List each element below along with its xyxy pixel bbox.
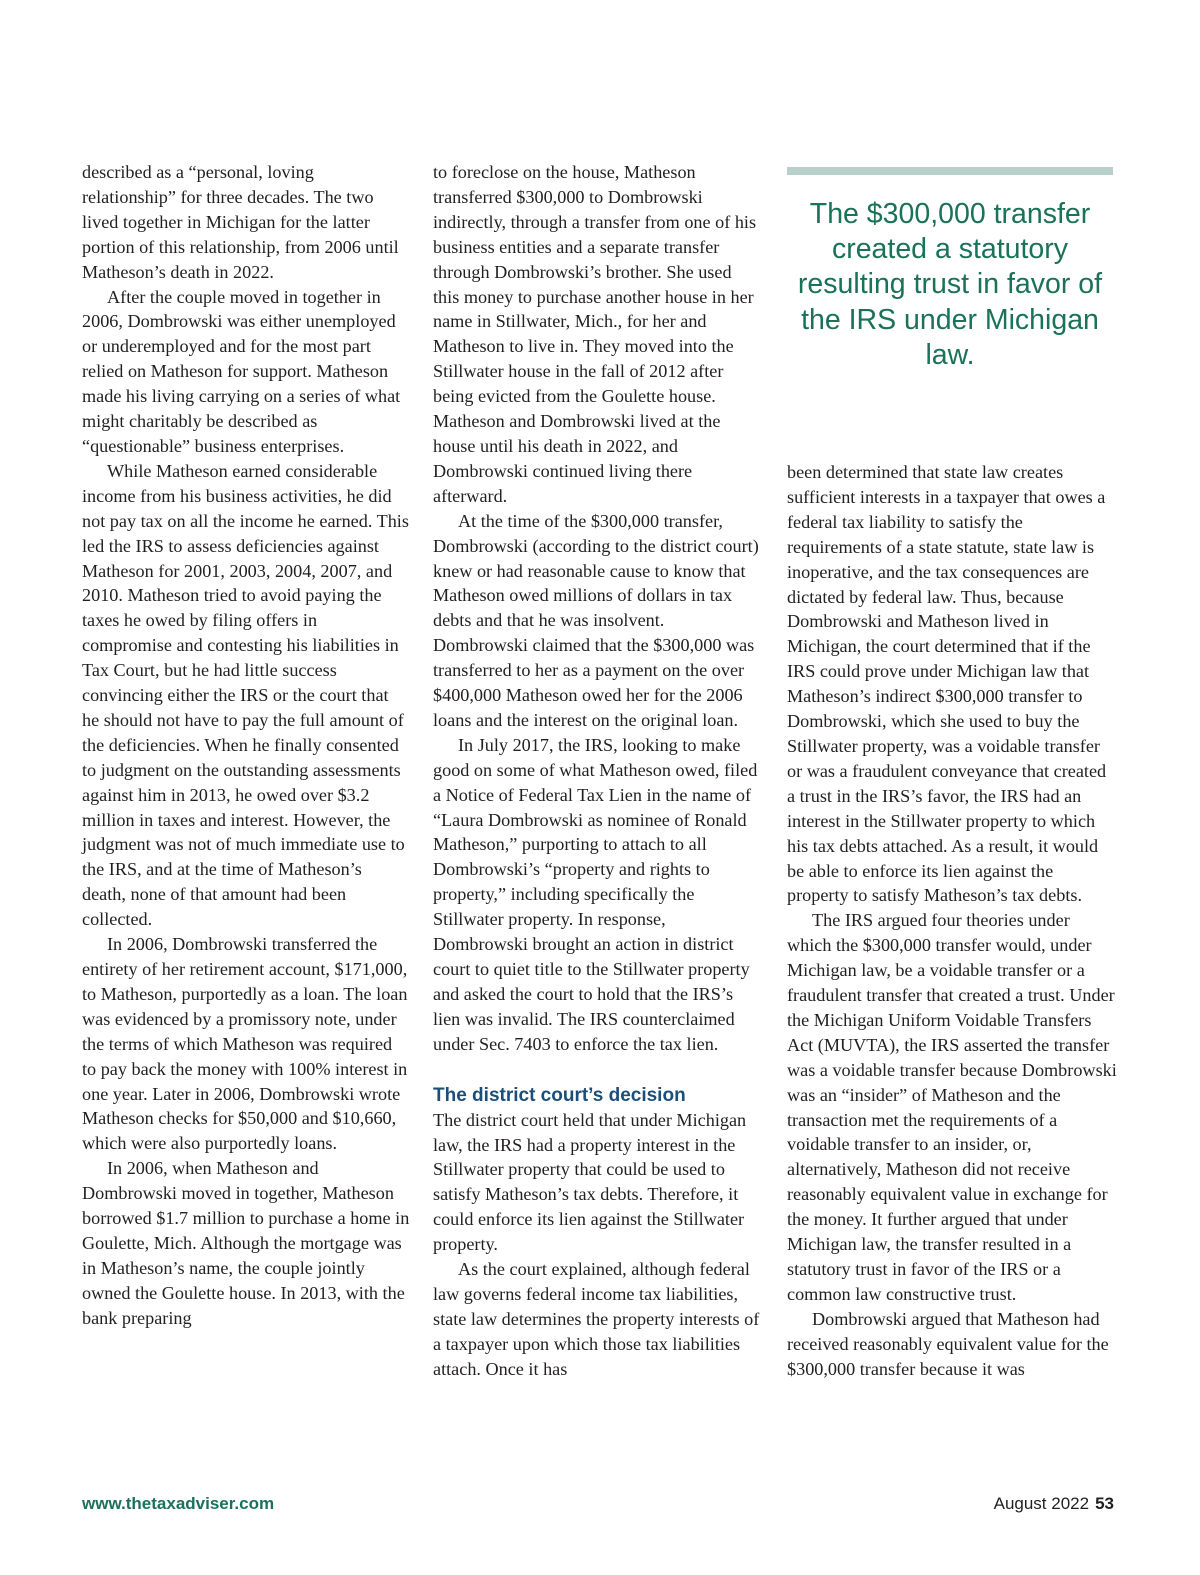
pull-quote: The $300,000 transfer created a statutory resulting trust in favor of the IRS under Michigan law. [797, 198, 1103, 371]
paragraph: In 2006, Dombrowski transferred the entirety of her retirement account, $171,000, to Matheson, purportedly as a loan. The loan was evidenced by a promissory note, under the terms of which Matheson was required to pay back the money with 100% interest in one year. Later in 2006, Dombrowski wrote Matheson checks for $50,000 and $10,660, which were also purportedly loans. [82, 934, 408, 1154]
paragraph: As the court explained, although federal law governs federal income tax liabilities, state law determines the property interests of a taxpayer upon which those tax liabilities attach. Once it has [433, 1259, 760, 1379]
page-number: 53 [1095, 1494, 1114, 1513]
paragraph: to foreclose on the house, Matheson transferred $300,000 to Dombrowski indirectly, through a transfer from one of his business entities and a separate transfer through Dombrowski’s brother. She used this money to purchase another house in her name in Stillwater, Mich., for her and Matheson to live in. They moved into the Stillwater house in the fall of 2012 after being evicted from the Goulette house. Matheson and Dombrowski lived at the house until his death in 2022, and Dombrowski continued living there afterward. [433, 162, 757, 506]
article-column-3 [787, 460, 1117, 1382]
article-column-2 [433, 160, 761, 1382]
paragraph: described as a “personal, loving relationship” for three decades. The two lived together in Michigan for the latter portion of this relationship, from 2006 until Matheson’s death in 2022. [82, 162, 399, 282]
paragraph: The district court held that under Michigan law, the IRS had a property interest in the Stillwater property that could be used to satisfy Matheson’s tax debts. Therefore, it could enforce its lien against the Stillwater property. [433, 1109, 747, 1255]
paragraph: At the time of the $300,000 transfer, Dombrowski (according to the district court) knew or had reasonable cause to know that Matheson owed millions of dollars in tax debts and that he was insolvent. Dombrowski claimed that the $300,000 was transferred to her as a payment on the over $400,000 Matheson owed her for the 2006 loans and the interest on the original loan. [433, 510, 759, 730]
paragraph: been determined that state law creates sufficient interests in a taxpayer that owes a federal tax liability to satisfy the requirements of a state statute, state law is inoperative, and the tax consequences are dictated by federal law. Thus, because Dombrowski and Matheson lived in Michigan, the court determined that if the IRS could prove under Michigan law that Matheson’s indirect $300,000 transfer to Dombrowski, which she used to buy the Stillwater property, was a voidable transfer or was a fraudulent conveyance that created a trust in the IRS’s favor, the IRS had an interest in the Stillwater property to which his tax debts attached. As a result, it would be able to enforce its lien against the property to satisfy Matheson’s tax debts. [787, 462, 1107, 906]
pull-quote-rule [787, 167, 1113, 175]
section-heading: The district court’s decision [433, 1084, 686, 1106]
paragraph: In July 2017, the IRS, looking to make good on some of what Matheson owed, filed a Notice of Federal Tax Lien in the name of “Laura Dombrowski as nominee of Ronald Matheson,” purporting to attach to all Dombrowski’s “property and rights to property,” including specifically the Stillwater property. In response, Dombrowski brought an action in district court to quiet title to the Stillwater property and asked the court to hold that the IRS’s lien was invalid. The IRS counterclaimed under Sec. 7403 to enforce the tax lien. [433, 734, 758, 1054]
issue-date: August 2022 [993, 1494, 1090, 1513]
paragraph: The IRS argued four theories under which the $300,000 transfer would, under Michigan law, be a voidable transfer or a fraudulent transfer that created a trust. Under the Michigan Uniform Voidable Transfers Act (MUVTA), the IRS asserted the transfer was a voidable transfer because Dombrowski was an “insider” of Matheson and the transaction met the requirements of a voidable transfer to an insider, or, alternatively, Matheson did not receive reasonably equivalent value in exchange for the money. It further argued that under Michigan law, the transfer resulted in a statutory trust in favor of the IRS or a common law constructive trust. [787, 910, 1117, 1304]
footer-issue-info [994, 1494, 1114, 1514]
footer-website-url: www.thetaxadviser.com [82, 1494, 275, 1513]
article-column-1 [82, 160, 410, 1331]
paragraph: After the couple moved in together in 2006, Dombrowski was either unemployed or underemployed and for the most part relied on Matheson for support. Matheson made his living carrying on a series of what might charitably be described as “questionable” business enterprises. [82, 286, 401, 456]
paragraph: Dombrowski argued that Matheson had received reasonably equivalent value for the $300,000 transfer because it was [787, 1308, 1109, 1379]
paragraph: In 2006, when Matheson and Dombrowski moved in together, Matheson borrowed $1.7 million to purchase a home in Goulette, Mich. Although the mortgage was in Matheson’s name, the couple jointly owned the Goulette house. In 2013, with the bank preparing [82, 1158, 410, 1328]
paragraph: While Matheson earned considerable income from his business activities, he did not pay tax on all the income he earned. This led the IRS to assess deficiencies against Matheson for 2001, 2003, 2004, 2007, and 2010. Matheson tried to avoid paying the taxes he owed by filing offers in compromise and contesting his liabilities in Tax Court, but he had little success convincing either the IRS or the court that he should not have to pay the full amount of the deficiencies. When he finally consented to judgment on the outstanding assessments against him in 2013, he owed over $3.2 million in taxes and interest. However, the judgment was not of much immediate use to the IRS, and at the time of Matheson’s death, none of that amount had been collected. [82, 460, 409, 930]
